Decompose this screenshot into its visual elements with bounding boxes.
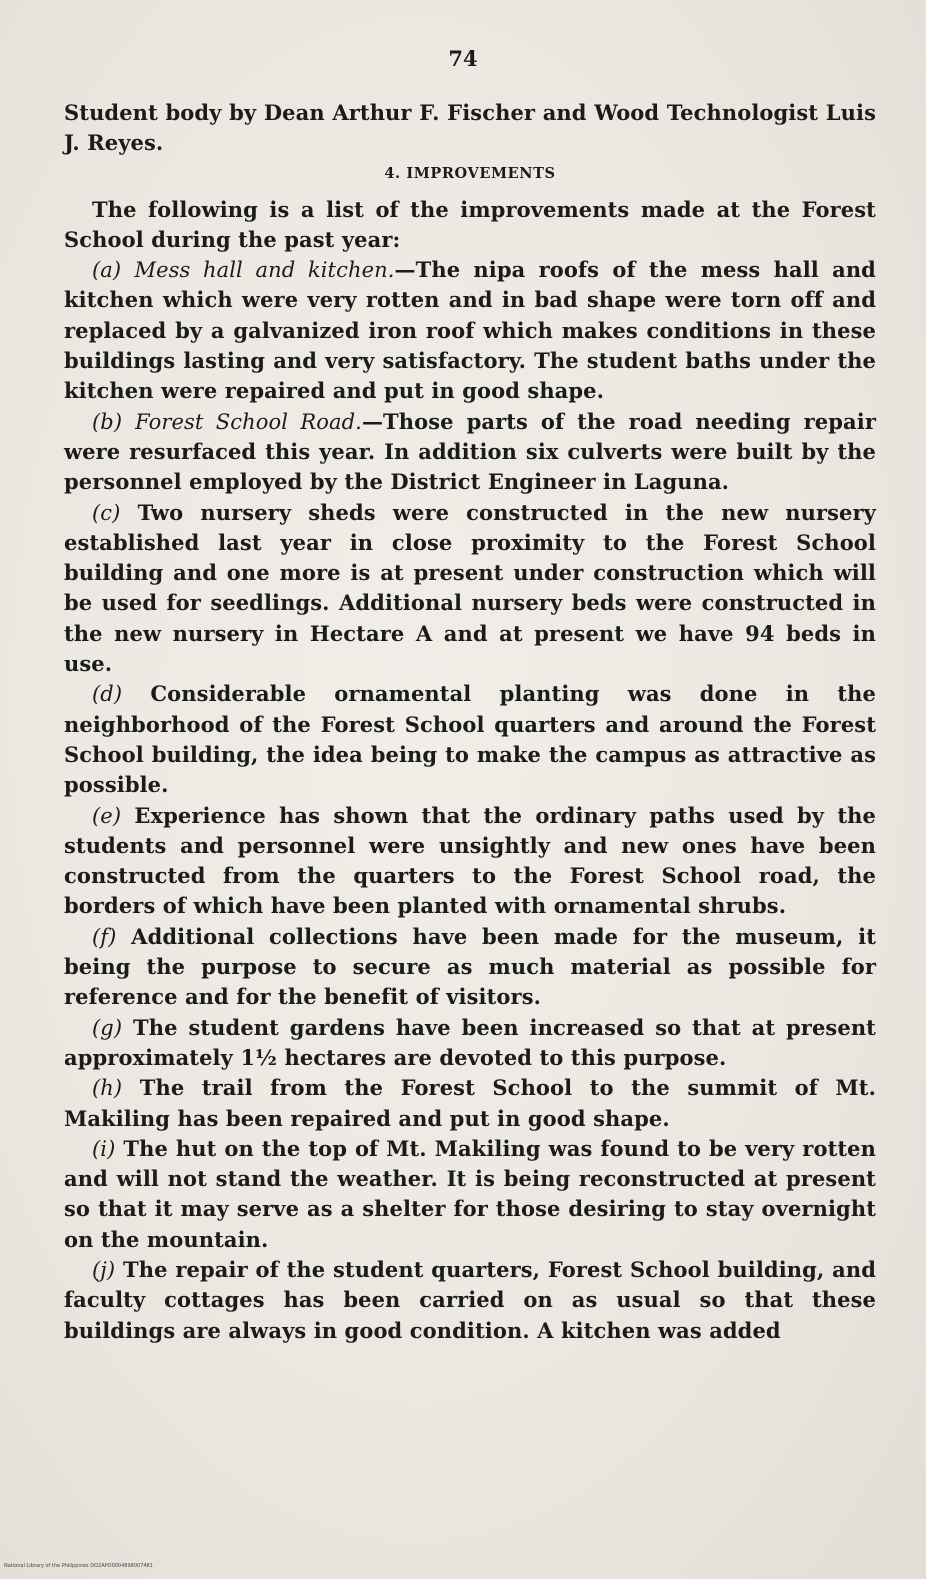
item-letter: (c) [92,500,121,525]
item-text: The hut on the top of Mt. Makiling was found to be very rotten and will not stand the weather. It is being reconstructed at present so that it may serve as a shelter for those desiring to stay overnight on the mountain. [64,1135,876,1252]
item-letter: (b) [92,409,123,434]
item-letter: (e) [92,803,122,828]
item-letter: (d) [92,682,123,707]
page-number: 74 [448,46,478,71]
item-text: The trail from the Forest School to the summit of Mt. Makiling has been repaired and put in good shape. [64,1075,876,1131]
item-text: Considerable ornamental planting was done in the neighborhood of the Forest School quarters and around the Forest School building, the idea being to make the campus as attractive as possible. [64,681,876,798]
section-heading: 4. IMPROVEMENTS [384,164,556,182]
body-text [64,98,876,1346]
item-letter: (f) [92,924,117,949]
footer-credit: National Library of the Philippines DO2APO0004898007481 [4,1563,153,1569]
item-d [64,679,876,800]
item-title: Forest School Road. [135,409,362,434]
item-g [64,1013,876,1074]
opening-paragraph: Student body by Dean Arthur F. Fischer and Wood Technologist Luis J. Reyes. [64,100,876,156]
item-i [64,1134,876,1255]
item-j [64,1255,876,1346]
item-e [64,801,876,922]
item-b [64,407,876,498]
item-title: Mess hall and kitchen. [134,258,395,283]
item-letter: (a) [92,258,122,283]
item-a [64,255,876,406]
item-text: Two nursery sheds were constructed in the new nursery established last year in close proximity to the Forest School building and one more is at present under construction which will be used for seedlings. Additional nursery beds were constructed in the new nursery in Hectare A and at present we have 94 beds in use. [64,499,876,677]
item-text: —The nipa roofs of the mess hall and kitchen which were very rotten and in bad shape were torn off and replaced by a galvanized iron roof which makes conditions in these buildings lasting and very satisfactory. The student baths under the kitchen were repaired and put in good shape. [64,257,876,404]
item-c [64,498,876,680]
item-text: The student gardens have been increased so that at present approximately 1½ hectares are devoted to this purpose. [64,1014,876,1070]
item-letter: (g) [92,1015,123,1040]
item-text: —Those parts of the road needing repair were resurfaced this year. In addition six culverts were built by the personnel employed by the District Engineer in Laguna. [64,408,876,495]
item-text: Additional collections have been made for the museum, it being the purpose to secure as much material as possible for reference and for the benefit of visitors. [64,923,876,1010]
item-letter: (j) [92,1257,116,1282]
item-letter: (i) [92,1136,116,1161]
item-f [64,922,876,1013]
item-text: Experience has shown that the ordinary paths used by the students and personnel were unsightly and new ones have been constructed from the quarters to the Forest School road, the borders of which have been planted with ornamental shrubs. [64,802,876,919]
item-letter: (h) [92,1076,123,1101]
item-text: The repair of the student quarters, Forest School building, and faculty cottages has been carried on as usual so that these buildings are always in good condition. A kitchen was added [64,1256,876,1343]
intro-paragraph: The following is a list of the improvements made at the Forest School during the past year: [64,196,876,252]
item-h [64,1073,876,1134]
